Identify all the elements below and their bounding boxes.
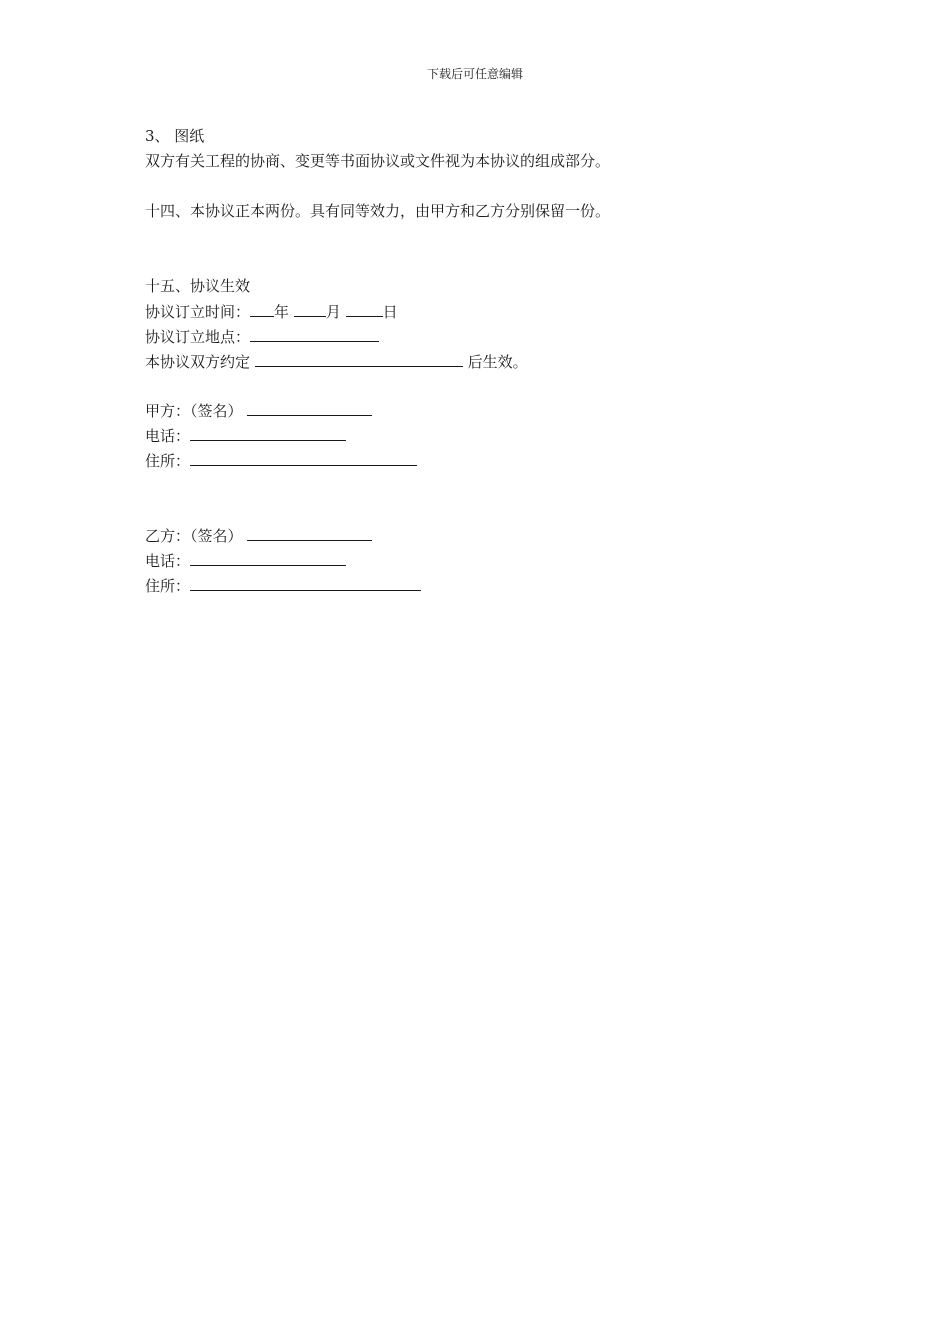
party-b-signature-blank[interactable] bbox=[247, 525, 372, 541]
clause-14-paragraph: 十四、本协议正本两份。具有同等效力，由甲方和乙方分别保留一份。 bbox=[145, 202, 611, 220]
signing-place-blank[interactable] bbox=[250, 326, 379, 342]
party-b-phone-blank[interactable] bbox=[190, 550, 346, 566]
signing-place-label: 协议订立地点： bbox=[145, 328, 251, 346]
party-a-phone-row bbox=[145, 425, 346, 446]
party-a-address-blank[interactable] bbox=[190, 450, 417, 466]
party-b-phone-row bbox=[145, 550, 346, 571]
effective-condition-blank[interactable] bbox=[255, 351, 463, 367]
effective-condition-row bbox=[145, 351, 528, 372]
party-a-signature-blank[interactable] bbox=[247, 400, 372, 416]
party-a-signature-row bbox=[145, 400, 372, 421]
party-b-address-row bbox=[145, 575, 421, 596]
day-label: 日 bbox=[382, 303, 398, 321]
effective-prefix: 本协议双方约定 bbox=[145, 353, 251, 371]
party-b-name-label: 乙方：（签名） bbox=[145, 527, 243, 545]
party-a-name-label: 甲方：（签名） bbox=[145, 402, 243, 420]
party-b-signature-row bbox=[145, 525, 372, 546]
year-label: 年 bbox=[274, 303, 290, 321]
clause-15-title: 十五、协议生效 bbox=[145, 277, 251, 295]
party-a-address-row bbox=[145, 450, 417, 471]
party-a-phone-label: 电话： bbox=[145, 427, 191, 445]
month-blank[interactable] bbox=[294, 301, 326, 317]
documents-paragraph: 双方有关工程的协商、变更等书面协议或文件视为本协议的组成部分。 bbox=[145, 152, 611, 170]
year-blank[interactable] bbox=[250, 301, 274, 317]
effective-suffix: 后生效。 bbox=[467, 353, 528, 371]
signing-date-label: 协议订立时间： bbox=[145, 303, 251, 321]
party-b-address-label: 住所： bbox=[145, 577, 191, 595]
page-header: 下载后可任意编辑 bbox=[426, 67, 523, 81]
month-label: 月 bbox=[325, 303, 341, 321]
signing-place-row bbox=[145, 326, 379, 347]
party-a-address-label: 住所： bbox=[145, 452, 191, 470]
party-b-phone-label: 电话： bbox=[145, 552, 191, 570]
signing-date-row bbox=[145, 301, 398, 322]
party-b-address-blank[interactable] bbox=[190, 575, 421, 591]
item-3-heading: 3、 图纸 bbox=[145, 127, 205, 145]
party-a-phone-blank[interactable] bbox=[190, 425, 346, 441]
day-blank[interactable] bbox=[346, 301, 383, 317]
